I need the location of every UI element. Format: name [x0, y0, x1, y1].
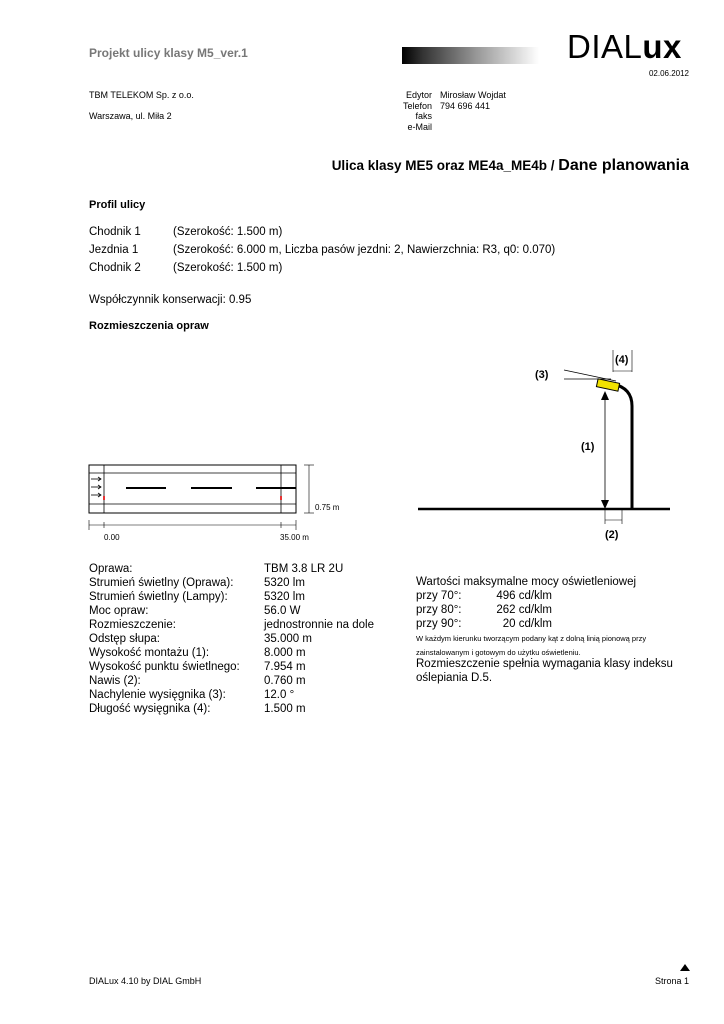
- intensity-value: 262 cd/klm: [496, 604, 552, 616]
- glare-statement: oślepiania D.5.: [416, 672, 493, 684]
- project-title: Projekt ulicy klasy M5_ver.1: [89, 46, 248, 60]
- specs-labels: [89, 562, 240, 716]
- lighting-pole: [613, 384, 632, 509]
- height-arrow-down: [601, 500, 609, 509]
- intensity-note: zainstalowanym i gotowym do użytku oświetleniu.: [416, 648, 581, 657]
- spec-label: Wysokość montażu (1):: [89, 647, 210, 659]
- glare-statement: Rozmieszczenie spełnia wymagania klasy indeksu: [416, 658, 673, 670]
- spec-label: Odstęp słupa:: [89, 633, 160, 645]
- road-plan-diagram: [84, 458, 364, 548]
- spec-label: Oprawa:: [89, 563, 133, 575]
- contact-label: e-Mail: [407, 121, 432, 132]
- intensity-note: W każdym kierunku tworzącym podany kąt z dolną linią pionową przy: [416, 634, 647, 643]
- spec-value: 1.500 m: [264, 703, 306, 715]
- profile-row-desc: (Szerokość: 1.500 m): [173, 262, 283, 274]
- profile-row-name: Chodnik 1: [89, 226, 141, 238]
- page-number: Strona 1: [654, 976, 689, 986]
- maintenance-factor: Współczynnik konserwacji: 0.95: [89, 294, 252, 306]
- header-gradient-bar: [402, 47, 539, 64]
- profile-row-desc: (Szerokość: 1.500 m): [173, 226, 283, 238]
- spec-value: 5320 lm: [264, 577, 305, 589]
- contact-values: [440, 90, 506, 111]
- label-mount-height: (1): [581, 441, 595, 453]
- traffic-arrows: [91, 477, 101, 497]
- intensity-angle: przy 80°:: [416, 604, 462, 616]
- spec-label: Rozmieszczenie:: [89, 619, 176, 631]
- arrangement-heading: Rozmieszczenia opraw: [89, 320, 209, 332]
- spec-value: 5320 lm: [264, 591, 305, 603]
- company-name: TBM TELEKOM Sp. z o.o.: [89, 90, 194, 100]
- label-tilt: (3): [535, 369, 549, 381]
- profile-row-name: Jezdnia 1: [89, 244, 139, 256]
- page-title: [332, 157, 689, 175]
- spec-value: 7.954 m: [264, 661, 306, 673]
- spec-label: Nawis (2):: [89, 675, 141, 687]
- spec-label: Moc opraw:: [89, 605, 149, 617]
- specs-values: [264, 562, 374, 716]
- contact-value: Mirosław Wojdat: [440, 90, 506, 100]
- spec-label: Nachylenie wysięgnika (3):: [89, 689, 226, 701]
- spec-label: Strumień świetlny (Lampy):: [89, 591, 228, 603]
- pole-side-diagram: [415, 350, 675, 550]
- height-arrow-up: [601, 391, 609, 400]
- label-arm-length: (4): [615, 354, 629, 366]
- spec-value: TBM 3.8 LR 2U: [264, 563, 344, 575]
- contact-label: faks: [415, 111, 432, 121]
- contact-label: Telefon: [402, 100, 432, 111]
- intensity-value: 496 cd/klm: [496, 590, 552, 602]
- page-title-main: Ulica klasy ME5 oraz ME4a_ME4b /: [331, 158, 559, 173]
- report-date: 02.06.2012: [648, 69, 689, 78]
- page-title-suffix: Dane planowania: [558, 157, 689, 174]
- contact-label: Edytor: [405, 90, 432, 100]
- spec-label: Wysokość punktu świetlnego:: [89, 661, 240, 673]
- label-overhang: (2): [605, 529, 619, 541]
- length-start-label: 0.00: [104, 533, 120, 542]
- logo-bold: ux: [642, 28, 682, 65]
- profile-heading: Profil ulicy: [89, 199, 146, 211]
- footer-software: DIALux 4.10 by DIAL GmbH: [89, 976, 202, 986]
- intensity-angle: przy 70°:: [416, 590, 462, 602]
- company-address: Warszawa, ul. Miła 2: [89, 111, 172, 121]
- spec-value: jednostronnie na dole: [264, 619, 374, 631]
- contact-value: 794 696 441: [440, 100, 491, 111]
- luminaire-head: [596, 379, 619, 391]
- spec-label: Długość wysięgnika (4):: [89, 703, 211, 715]
- spec-value: 35.000 m: [264, 633, 312, 645]
- profile-row-desc: (Szerokość: 6.000 m, Liczba pasów jezdni: 2, Nawierzchnia: R3, q0: 0.070): [173, 244, 556, 256]
- dialux-logo: [567, 28, 682, 66]
- scroll-up-icon[interactable]: [680, 964, 690, 971]
- intensity-heading: Wartości maksymalne mocy oświetleniowej: [416, 576, 637, 588]
- spec-label: Strumień świetlny (Oprawa):: [89, 577, 234, 589]
- spec-value: 12.0 °: [264, 689, 295, 701]
- profile-row-name: Chodnik 2: [89, 262, 141, 274]
- spec-value: 0.760 m: [264, 675, 306, 687]
- spec-value: 8.000 m: [264, 647, 306, 659]
- intensity-value: 20 cd/klm: [502, 618, 552, 630]
- spec-value: 56.0 W: [264, 605, 301, 617]
- length-end-label: 35.00 m: [280, 533, 309, 542]
- height-label: 0.75 m: [315, 503, 340, 512]
- intensity-angle: przy 90°:: [416, 618, 462, 630]
- contact-labels: [340, 90, 432, 132]
- logo-light: DIAL: [567, 28, 643, 65]
